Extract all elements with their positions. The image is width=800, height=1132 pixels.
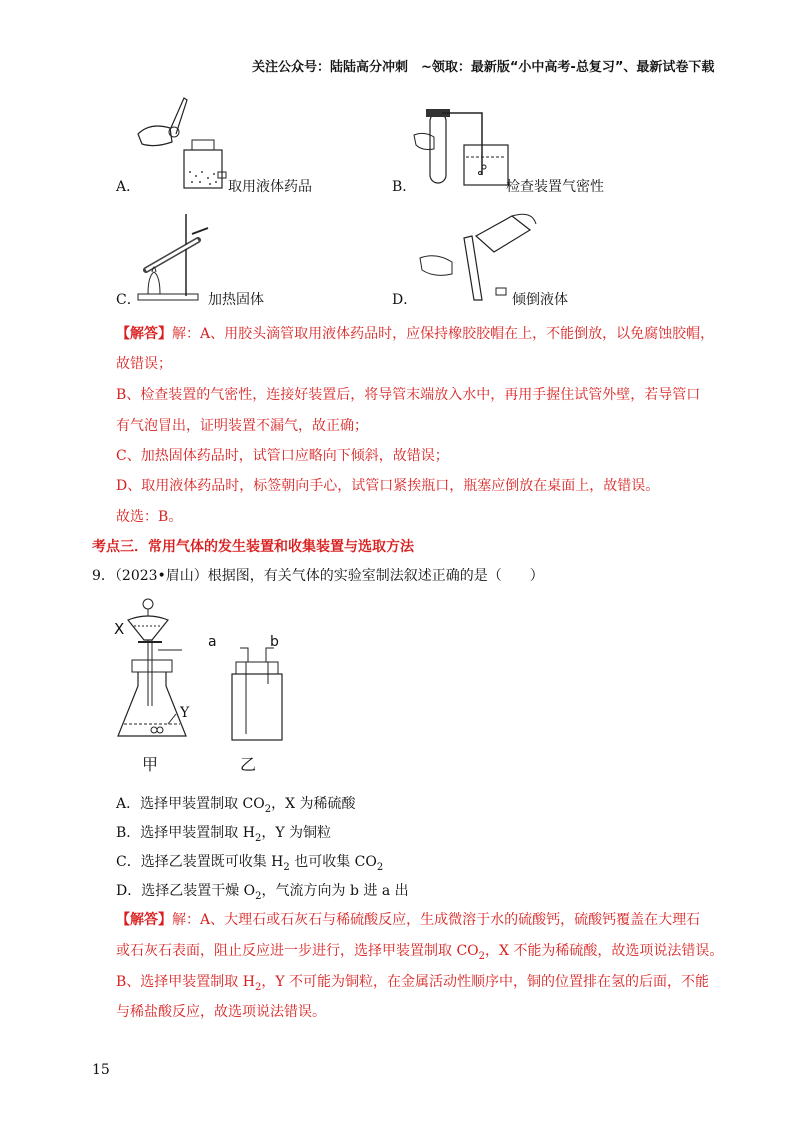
dropper-bottle-illustration — [130, 92, 240, 192]
q9-option-a: A．选择甲装置制取 $CO_2$，X 为稀硫酸 — [116, 796, 356, 815]
q8-answer-line-5: C、加热固体药品时，试管口应略向下倾斜，故错误； — [116, 448, 449, 464]
q9-answer-line-4: 与稀盐酸反应，故选项说法错误。 — [116, 1004, 326, 1020]
figure-label-b: b — [270, 634, 279, 650]
q8-answer-line-4: 有气泡冒出，证明装置不漏气，故正确； — [116, 418, 368, 434]
option-b-letter: B． — [392, 179, 417, 195]
figure-label-y: Y — [180, 705, 190, 721]
figure-label-x: X — [114, 620, 125, 638]
q9-option-c: C．选择乙装置既可收集 $H_2$ 也可收集 $CO_2$ — [116, 854, 384, 873]
figure-label-yi: 乙 — [240, 755, 257, 774]
option-c-letter: C． — [116, 292, 141, 308]
q9-option-d: D．选择乙装置干燥 $O_2$，气流方向为 b 进 a 出 — [116, 883, 409, 902]
option-a-caption: 取用液体药品 — [228, 179, 312, 195]
option-d-caption: 倾倒液体 — [512, 292, 568, 308]
q8-answer-line-2: 故错误； — [116, 356, 172, 372]
q9-answer-line-1: 【解答】解：A、大理石或石灰石与稀硫酸反应，生成微溶于水的硫酸钙，硫酸钙覆盖在大理石 — [116, 912, 701, 928]
answer-tag: 【解答】 — [116, 912, 172, 928]
q8-answer-line-6: D、取用液体药品时，标签朝向手心，试管口紧挨瓶口，瓶塞应倒放在桌面上，故错误。 — [116, 478, 660, 494]
answer-tag: 【解答】 — [116, 326, 172, 342]
option-b-caption: 检查装置气密性 — [506, 179, 604, 195]
figure-label-a: a — [208, 634, 217, 650]
q9-option-b: B．选择甲装置制取 $H_2$，Y 为铜粒 — [116, 825, 332, 844]
q8-answer-line-3: B、检查装置的气密性，连接好装置后，将导管末端放入水中，再用手握住试管外壁，若导管口 — [116, 387, 701, 403]
page-header: 关注公众号：陆陆高分冲刺 ~领取：最新版“小中高考-总复习”、最新试卷下载 — [252, 60, 715, 75]
option-d-letter: D． — [392, 292, 418, 308]
q8-choice: 故选：B。 — [116, 509, 183, 525]
figure-label-jia: 甲 — [142, 755, 159, 774]
answer-text: 解：A、用胶头滴管取用液体药品时，应保持橡胶胶帽在上，不能倒放，以免腐蚀胶帽， — [172, 326, 715, 342]
page-number: 15 — [92, 1062, 110, 1078]
section-title: 考点三．常用气体的发生装置和收集装置与选取方法 — [92, 539, 414, 555]
option-c-caption: 加热固体 — [208, 292, 264, 308]
q9-answer-line-2: 或石灰石表面，阻止反应进一步进行，选择甲装置制取 $CO_2$，X 不能为稀硫酸，故选项说法错误。 — [116, 943, 724, 962]
gas-apparatus-figure — [108, 596, 308, 776]
q9-stem: 9．（2023•眉山）根据图，有关气体的实验室制法叙述正确的是（ ） — [92, 568, 544, 584]
q9-answer-line-3: B、选择甲装置制取 $H_2$，Y 不可能为铜粒，在金属活动性顺序中，铜的位置排在氢的后面，不能 — [116, 974, 710, 993]
option-a-letter: A． — [116, 179, 141, 195]
q8-answer-line-1 — [116, 324, 714, 344]
